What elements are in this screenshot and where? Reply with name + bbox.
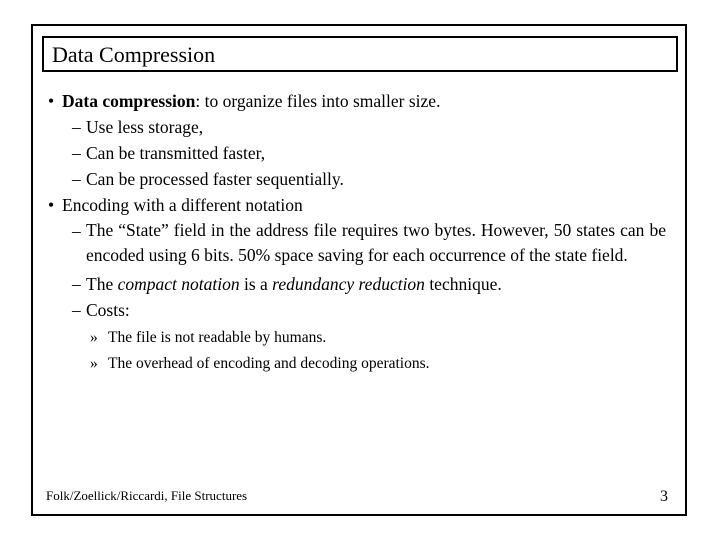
bullet-marker: • <box>48 91 55 111</box>
footer-credit: Folk/Zoellick/Riccardi, File Structures <box>46 488 248 503</box>
term-compact-notation: compact notation <box>117 274 240 294</box>
subbullet-text: Costs: <box>86 300 130 320</box>
subbullet-text <box>86 271 666 297</box>
bullet-encoding <box>46 192 666 218</box>
dash-marker: – <box>72 221 81 241</box>
title-box <box>42 36 678 72</box>
subbullet-text: Use less storage, <box>86 117 204 137</box>
dash-marker: – <box>72 117 81 137</box>
guillemet-marker: » <box>90 355 98 372</box>
cost-item-not-readable <box>46 325 666 351</box>
cost-item-overhead <box>46 351 666 377</box>
subbullet-state-field <box>46 218 666 268</box>
bullet-marker: • <box>48 195 55 215</box>
dash-marker: – <box>72 300 81 320</box>
page-number: 3 <box>660 488 668 505</box>
slide-content <box>46 88 666 377</box>
bullet-term: Data compression <box>62 91 196 111</box>
subbullet-text: Can be processed faster sequentially. <box>86 169 344 189</box>
dash-marker: – <box>72 143 81 163</box>
text-post: technique. <box>424 274 502 294</box>
bullet-data-compression <box>46 88 666 114</box>
subbullet-processed-faster <box>46 166 666 192</box>
slide-title: Data Compression <box>52 42 216 67</box>
cost-text: The file is not readable by humans. <box>108 329 327 346</box>
text-pre: The <box>86 274 118 294</box>
subbullet-costs <box>46 297 666 323</box>
term-redundancy-reduction: redundancy reduction <box>272 274 425 294</box>
dash-marker: – <box>72 274 81 294</box>
subbullet-less-storage <box>46 114 666 140</box>
subbullet-transmitted-faster <box>46 140 666 166</box>
subbullet-text: The “State” field in the address file requires two bytes. However, 50 states can be encoded using 6 bits. 50% space saving for each occurrence of the state field. <box>86 220 666 265</box>
bullet-definition: : to organize files into smaller size. <box>195 91 441 111</box>
subbullet-text: Can be transmitted faster, <box>86 143 266 163</box>
text-mid: is a <box>239 274 273 294</box>
guillemet-marker: » <box>90 329 98 346</box>
subbullet-compact-notation <box>46 271 666 297</box>
bullet-text: Encoding with a different notation <box>62 195 303 215</box>
cost-text: The overhead of encoding and decoding operations. <box>108 355 430 372</box>
dash-marker: – <box>72 169 81 189</box>
